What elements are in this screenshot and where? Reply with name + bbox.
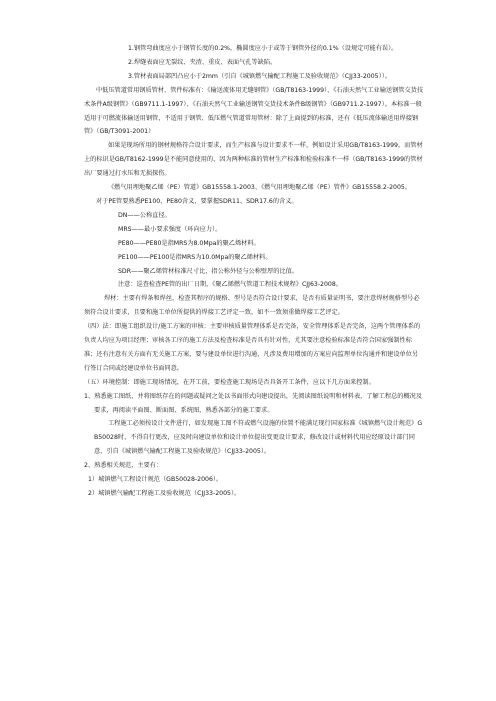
design-change-paragraph: 工程施工必须按设计文件进行，如发现施工图不符或燃气设施的位置不能满足现行国家标准《城镇燃气设计规范》GB50028时，不得自行更改，应及时向建设单位和设计单位提出变更设计要求，修改设计或材料代用应经原设计部门同意，引自《城镇燃气输配工程施工及验收规范》（CJJ33-2005）。 (94, 420, 423, 456)
requirement-item-2: 2.焊缝表面应无裂纹、夹渣、重皮、表面气孔等缺陷。 (128, 58, 277, 66)
requirement-item-3: 3.管材表面局部凹凸应小于2mm（引自《城镇燃气输配工程施工及验收规范》（CJJ33-2005））。 (128, 72, 391, 80)
drawings-item: 1、熟悉施工图纸，并将图纸存在的问题或疑问之处以书面形式向建设提出，先阅读图纸说明和材料表，了解工程总的概况及要求，再阅读平面图、断面图、系统图，熟悉各部分的施工要求。 (84, 392, 423, 414)
document-body (84, 42, 424, 501)
steel-standards-paragraph: 中低压管道常用钢质管材、管件标准有：《输送流体用无缝钢管》（GB/T8163-1999）、《石油天然气工业输送钢管交货技术条件A级钢管》（GB9711.1-1997）、《石油天然气工业输送钢管交货技术条件B级钢管》（GB9711.2-1997）。本标准一般适用于可燃流体输送用钢管，不适用于钢管、低压燃气管道常用管材：除了上面提到的标准，还有《低压流体输送用焊接钢管》（GB/T3091-2001） (84, 86, 424, 136)
method-review-paragraph: （四）法：即施工组织设计/施工方案的审核：主要审核质量管理体系是否完备，安全管理体系是否完备，这两个管理体系的负责人均应为项目经理；审核各工序的施工方法及检查标准是否具有针对性，尤其要注意检验标准是否符合国家强制性标准；还有注意有关方面有无关施工方案，要与建设单位进行沟通，凡涉及费用增加的方案应向监理单位沟通并和建设单位另行签订合同或经建设单位书面同意。 (84, 323, 421, 372)
welding-material-paragraph: 焊材：主要有焊条和焊丝，检查其程序的规格、型号是否符合设计要求，是否有质量证明书，要注意焊材规格型号必须符合设计要求，且要和施工单位所提供的焊接工艺评定一致，如不一致须重做焊接工艺评定。 (84, 295, 420, 317)
pe-familiarity-paragraph: 对于PE管要熟悉PE100、PE80含义，要掌握SDR11、SDR17.6的含义。 (96, 197, 298, 205)
spec-item-2: 2）城镇燃气输配工程施工及验收规范（CJJ33-2005）。 (88, 490, 241, 497)
definition-mrs: MRS——最小要求强度（环向应力）。 (118, 225, 222, 233)
note-paragraph: 注意：巡查检查PE管的出厂日期，《聚乙烯燃气管道工程技术规程》CJJ63-2008。 (118, 281, 342, 289)
standard-mismatch-paragraph: 如果是现场所用的钢材规格符合设计要求，而生产标准与设计要求不一样，例如设计采用GB/T8163-1999，而管材上的标识是GB/T8162-1999是不能同意使用的，因为两种标准的管材生产标准和检验标准不一样（GB/T8163-1999的管材出厂要通过打水压和无损探伤。 (84, 142, 423, 178)
definition-pe80: PE80——PE80是指MRS为8.0Mpa的聚乙烯材料。 (118, 239, 260, 247)
environment-control-paragraph: （五）环境控制：即施工现场情况，在开工前，要检查施工现场是否具备开工条件，应以下几方面来控制。 (84, 378, 375, 386)
definition-pe100: PE100——PE100是指MRS为10.0Mpa的聚乙烯材料。 (118, 253, 272, 261)
specifications-heading: 2、熟悉相关规范，主要有： (84, 462, 163, 470)
requirement-item-1: 1.钢管弯曲度应小于钢管长度的0.2%，椭圆度应小于或等于钢管外径的0.1%（设规定可能有误）。 (128, 45, 398, 52)
definition-sdr: SDR——聚乙烯管材标准尺寸比，指公称外径与公称壁厚的比值。 (118, 267, 299, 275)
spec-item-1: 1）城镇燃气工程设计规范（GB50028-2006）。 (88, 476, 223, 484)
pe-standards-paragraph: 《燃气用埋地聚乙烯（PE）管道》GB15558.1-2003、《燃气用埋地聚乙烯（PE）管件》GB15558.2-2005。 (108, 184, 412, 192)
definition-dn: DN——公称直径。 (118, 211, 171, 219)
